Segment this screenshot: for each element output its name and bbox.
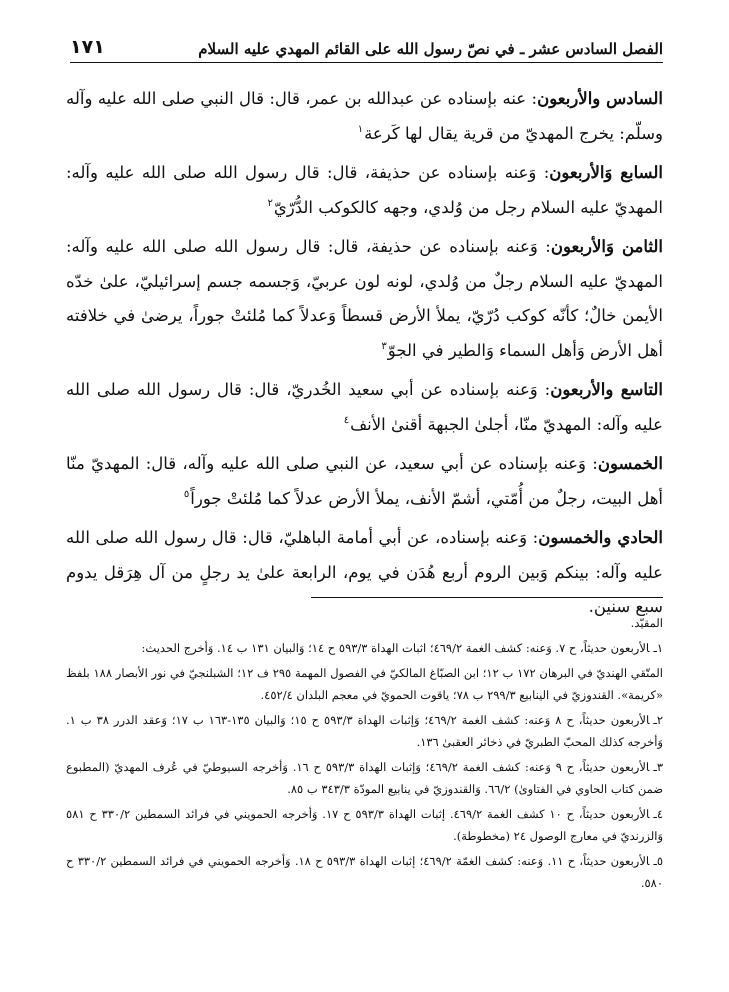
hadith-label: الثامن وَالأربعون bbox=[550, 237, 663, 256]
hadith-paragraph bbox=[66, 82, 663, 154]
footnote bbox=[66, 850, 663, 894]
footnote-number: ٤ـ bbox=[653, 807, 664, 821]
hadith-label: السادس والأربعون bbox=[537, 89, 664, 108]
hadith-text: : وَعنه بإسناده عن حذيفة، قال: قال رسول الله صلى الله عليه وآله: المهديّ عليه السلام رجل من وُلدي، وجهه كالكوكب الدُّرّيّ bbox=[66, 163, 663, 217]
hadith-paragraph bbox=[66, 156, 663, 228]
hadith-text: : وَعنه بإسناده عن حذيفة، قال: قال رسول الله صلى الله عليه وآله: المهديّ عليه السلام رجلٌ من وُلدي، لونه لون عربيّ، وَجسمه جسم إسرائيليّ، علىٰ خدّه الأيمن خالٌ؛ كأنّه كوكب دُرّيّ، يملأ الأرض قسطاً وَعدلاً كما مُلئتْ جوراً، يرضىٰ في خلافته أهل الأرض وَأهل السماء وَالطير في الجوّ bbox=[66, 237, 663, 360]
hadith-label: الحادي والخمسون bbox=[538, 528, 663, 547]
hadith-paragraph bbox=[66, 230, 663, 371]
hadith-paragraph bbox=[66, 373, 663, 445]
hadith-text: : وَعنه بإسناده، عن أبي أمامة الباهليّ، قال: قال رسول الله صلى الله عليه وآله: بينكم وَبين الروم أربع هُدَن في يوم، الرابعة علىٰ يد رجلٍ من آل هِرَقل يدوم سبع سنين. bbox=[66, 528, 663, 616]
hadith-text: : وَعنه بإسناده عن أبي سعيد الخُدريّ، قال: قال رسول الله صلى الله عليه وآله: المهديّ منّا، أجلىٰ الجبهة أقنىٰ الأنف bbox=[66, 380, 663, 434]
footnote-number: ٢ـ bbox=[653, 713, 664, 727]
hadith-text: : عنه بإسناده عن عبدالله بن عمر، قال: قال النبي صلى الله عليه وآله وسلّم: يخرج المهديّ من قرية يقال لها كَرعة bbox=[66, 89, 663, 143]
hadith-paragraph bbox=[66, 521, 663, 625]
footnote-text: الأربعون حديثاً، ح ٨ وَعنه: كشف الغمة ٤٦٩/٢؛ وَإثبات الهداة ٥٩٣/٣ ح ١٥؛ وَالبيان ١٣٥-١٦٣ ب ١٧؛ وَعقد الدرر ٣٨ ب ١. وَأخرجه كذلك المحبّ الطبريّ في ذخائر العقبىٰ ١٣٦. bbox=[66, 713, 663, 749]
footnote-text: المتّقي الهنديّ في البرهان ١٧٢ ب ١٢؛ ابن الصبّاغ المالكيّ في الفصول المهمة ٢٩٥ ف ١٢؛ الشبلنجيّ في نور الأبصار ١٨٨ بلفظ «كريمة». القندوزيّ في الينابيع ٢٩٩/٣ ب ٧٨؛ ياقوت الحمويّ في معجم البلدان ٤٥٢/٤. bbox=[66, 666, 663, 702]
hadith-text: : وَعنه بإسناده عن أبي سعيد، عن النبي صلى الله عليه وآله، قال: المهديّ منّا أهل البيت، رجلٌ من أُمّتي، أشمّ الأنف، يملأ الأرض عدلاً كما مُلئتْ جوراً bbox=[66, 454, 663, 508]
hadith-label: التاسع والأربعون bbox=[550, 380, 663, 399]
hadith-paragraph bbox=[66, 447, 663, 519]
page-number: ١٧١ bbox=[70, 36, 105, 58]
footnote-number: ١ـ bbox=[653, 641, 663, 655]
footnote-number: ٥ـ bbox=[653, 854, 663, 868]
footnote bbox=[66, 662, 663, 706]
footnote-ref[interactable]: ١ bbox=[357, 123, 364, 135]
footnote bbox=[66, 756, 663, 800]
footnote bbox=[66, 637, 663, 659]
footnote-ref[interactable]: ٥ bbox=[183, 488, 190, 500]
main-text bbox=[66, 82, 663, 627]
footnote-intro: المقيّد. bbox=[630, 616, 663, 630]
footnote-divider bbox=[311, 597, 663, 598]
footnote-text: الأربعون حديثاً، ح ٧. وَعنه: كشف الغمة ٤٦٩/٢؛ اثبات الهداة ٥٩٣/٣ ح ١٤؛ وَالبيان ١٣١ ب ١٤. وَأخرج الحديث: bbox=[141, 641, 650, 655]
footnote-ref[interactable]: ٤ bbox=[343, 414, 350, 426]
footnote-ref[interactable]: ٢ bbox=[267, 197, 273, 209]
footnote-number: ٣ـ bbox=[653, 760, 663, 774]
footnote-ref[interactable]: ٣ bbox=[381, 340, 387, 352]
footnote-text: الأربعون حديثاً، ح ١١. وَعنه: كشف الغمّة ٤٦٩/٢؛ إثبات الهداة ٥٩٣/٣ ح ١٨. وَأخرجه الحمويني في فرائد السمطين ٣٣٠/٢ ح ٥٨٠. bbox=[66, 854, 663, 890]
running-head bbox=[70, 24, 663, 63]
hadith-label: الخمسون bbox=[597, 454, 663, 473]
footnote-text: الأربعون حديثاً، ح ٩ وَعنه: كشف الغمة ٤٦٩/٢؛ وَإثبات الهداة ٥٩٣/٣ ح ١٦. وَأخرجه السيوطيّ في عُرف المهديّ (المطبوع ضمن كتاب الحاوي في الفتاوىٰ) ٦٦/٢. وَالقندوزيّ في ينابيع المودّة ٣٤٣/٣ ب ٨٥. bbox=[66, 760, 663, 796]
footnotes bbox=[66, 612, 663, 897]
footnote bbox=[66, 803, 663, 847]
footnote bbox=[66, 709, 663, 753]
page-title: الفصل السادس عشر ـ في نصّ رسول الله على القائم المهدي عليه السلام bbox=[198, 40, 663, 58]
footnote-text: الأربعون حديثاً، ح ١٠ كشف الغمة ٤٦٩/٢. إثبات الهداة ٥٩٣/٣ ح ١٧. وَأخرجه الحمويني في فرائد السمطين ٣٣٠/٢ ح ٥٨١ وَالزرنديّ في معارج الوصول ٢٤ (مخطوطة). bbox=[66, 807, 663, 843]
hadith-label: السابع وَالأربعون bbox=[549, 163, 664, 182]
